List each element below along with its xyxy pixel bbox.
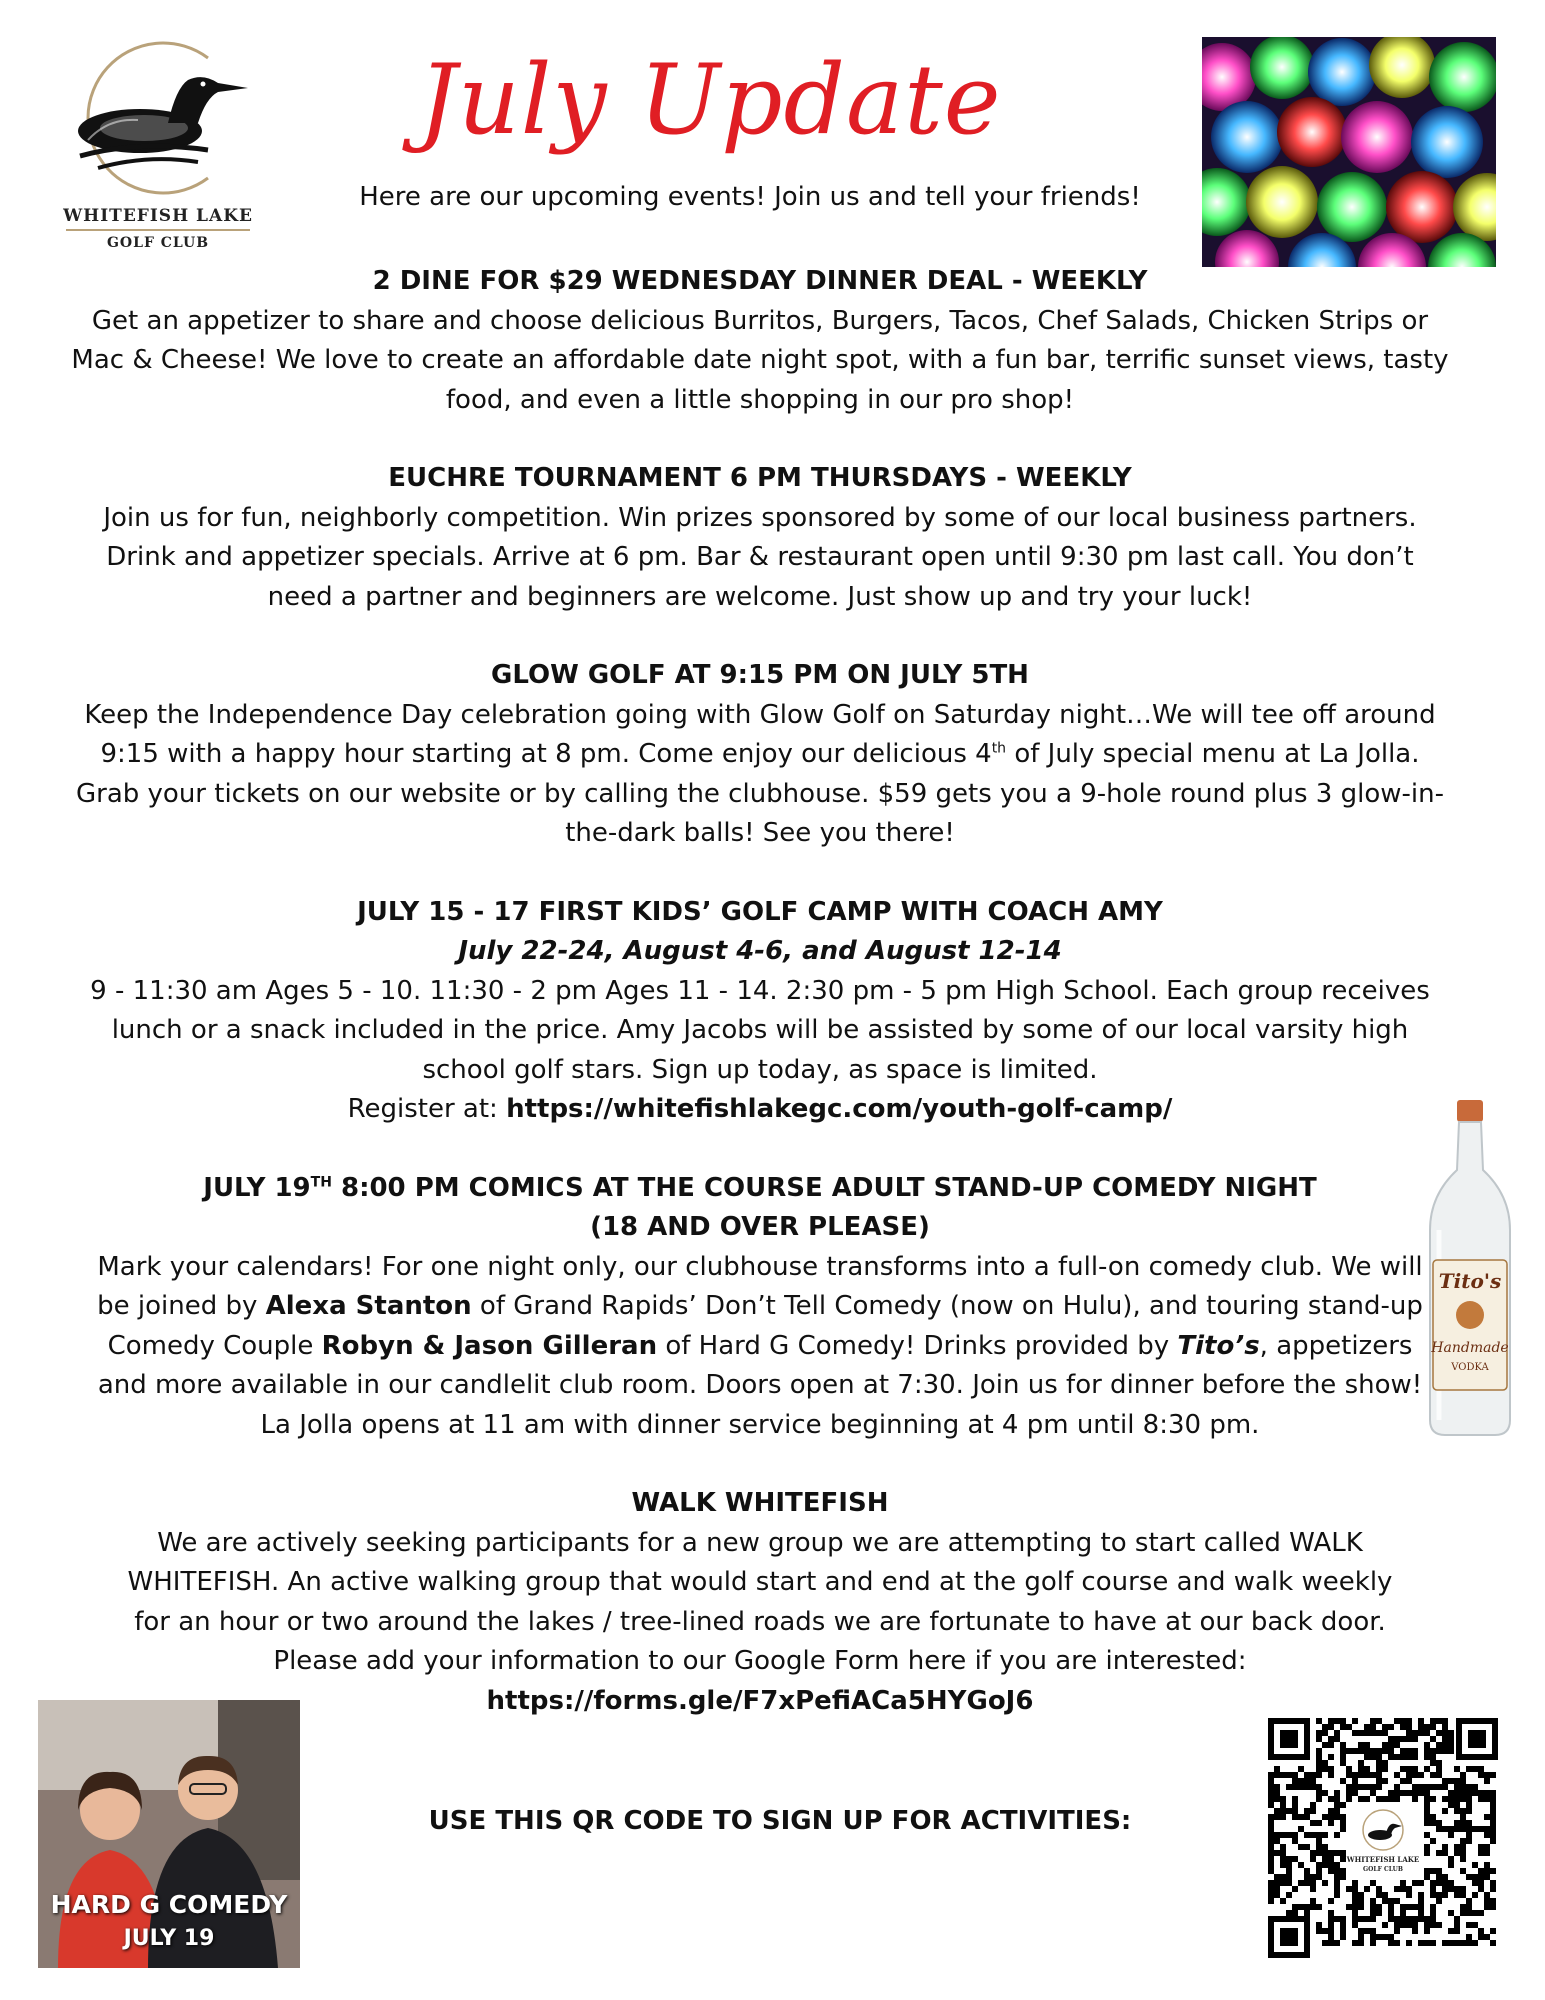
event-camp-dates: July 22-24, August 4-6, and August 12-14: [458, 936, 1062, 966]
comedy-body-text: Mark your calendars! For one night only, our clubhouse transforms into a full-on comedy club. We will be joined by: [97, 1251, 1423, 1321]
events-list: [70, 262, 1450, 1760]
event-camp-heading: JULY 15 - 17 FIRST KIDS’ GOLF CAMP WITH COACH AMY: [357, 896, 1163, 927]
event-glow-body-text-cont: of July special menu at La Jolla. Grab your tickets on our website or by calling the clubhouse. $59 gets you a 9-hole round plus 3 glow-in-the-dark balls! See you there!: [76, 739, 1444, 848]
loon-emblem-icon: [58, 28, 258, 203]
event-walk-heading: WALK WHITEFISH: [631, 1488, 889, 1518]
bottle-sub: Handmade: [1431, 1340, 1509, 1356]
event-camp-body: 9 - 11:30 am Ages 5 - 10. 11:30 - 2 pm Ages 11 - 14. 2:30 pm - 5 pm High School. Each group receives lunch or a snack included in the price. Amy Jacobs will be assisted by some of our local varsity high school golf stars. Sign up today, as space is limited.: [90, 975, 1430, 1085]
bottle-kind: VODKA: [1451, 1362, 1489, 1373]
event-walk-body: We are actively seeking participants for a new group we are attempting to start called WALK WHITEFISH. An active walking group that would start and end at the golf course and walk weekly for an hour or two around the lakes / tree-lined roads we are fortunate to have at our back door. Please add your information to our Google Form here if you are interested:: [127, 1527, 1393, 1676]
qr-instruction: USE THIS QR CODE TO SIGN UP FOR ACTIVITIES:: [428, 1806, 1132, 1836]
page-subtitle: Here are our upcoming events! Join us and tell your friends!: [359, 182, 1141, 212]
comedy-heading-title: 8:00 PM COMICS AT THE COURSE ADULT STAND-UP COMEDY NIGHT: [331, 1172, 1317, 1203]
register-link[interactable]: https://whitefishlakegc.com/youth-golf-camp/: [506, 1094, 1173, 1124]
bottle-brand: Tito's: [1438, 1269, 1502, 1293]
promo-photo-line1: HARD G COMEDY: [50, 1890, 288, 1919]
page-title: July Update: [418, 44, 1002, 156]
comedy-heading-date: JULY 19: [203, 1172, 311, 1203]
event-glow-golf: [70, 656, 1450, 854]
sponsor-name: Tito’s: [1177, 1330, 1260, 1361]
ordinal-suffix: th: [991, 740, 1007, 757]
comedy-body-text: , appetizers and more available in our candlelit club room. Doors open at 7:30. Join us for dinner before the show! La Jolla opens at 11 am with dinner service beginning at 4 pm until 8:30 pm.: [97, 1330, 1423, 1440]
glow-golf-balls-image: [1202, 37, 1496, 267]
event-camp-register: [70, 1090, 1450, 1130]
comedy-body-text: of Grand Rapids’ Don’t Tell Comedy (now on Hulu), and touring stand-up Comedy Couple: [107, 1291, 1423, 1361]
event-euchre-body: Join us for fun, neighborly competition. Win prizes sponsored by some of our local business partners. Drink and appetizer specials. Arrive at 6 pm. Bar & restaurant open until 9:30 pm last call. You don’t need a partner and beginners are welcome. Just show up and try your luck!: [103, 502, 1417, 612]
event-euchre-heading: EUCHRE TOURNAMENT 6 PM THURSDAYS - WEEKLY: [388, 463, 1132, 493]
club-logo: [58, 28, 258, 258]
signup-qr-code[interactable]: [1258, 1708, 1508, 1968]
event-dine: [70, 262, 1450, 420]
event-walk-whitefish: [70, 1484, 1450, 1721]
event-kids-camp: [70, 893, 1450, 1130]
hard-g-comedy-photo: [38, 1700, 300, 1968]
event-glow-heading: GLOW GOLF AT 9:15 PM ON JULY 5TH: [491, 660, 1029, 690]
event-glow-body: [70, 696, 1450, 854]
vodka-bottle-image: [1425, 1100, 1515, 1440]
qr-center-line1: WHITEFISH LAKE: [1346, 1855, 1420, 1864]
ordinal-suffix: TH: [310, 1173, 332, 1190]
event-euchre: [70, 459, 1450, 617]
logo-name-line2: GOLF CLUB: [106, 235, 210, 251]
event-comedy-heading: [70, 1169, 1450, 1209]
event-glow-body-text: Keep the Independence Day celebration going with Glow Golf on Saturday night…We will tee off around 9:15 with a happy hour starting at 8 pm. Come enjoy our delicious 4: [84, 699, 1436, 769]
comedy-body-text: of Hard G Comedy! Drinks provided by: [657, 1330, 1178, 1361]
performer-name: Robyn & Jason Gilleran: [321, 1330, 658, 1361]
qr-code-icon: [1258, 1708, 1508, 1968]
qr-center-line2: GOLF CLUB: [1363, 1866, 1403, 1873]
register-label: Register at:: [347, 1094, 507, 1124]
event-dine-body: Get an appetizer to share and choose delicious Burritos, Burgers, Tacos, Chef Salads, Chicken Strips or Mac & Cheese! We love to create an affordable date night spot, with a fun bar, terrific sunset views, tasty food, and even a little shopping in our pro shop!: [71, 305, 1449, 415]
event-comedy-night: [70, 1169, 1450, 1446]
logo-divider: [66, 229, 250, 231]
promo-photo-line2: JULY 19: [123, 1926, 215, 1951]
logo-name-line1: WHITEFISH LAKE: [63, 206, 253, 226]
event-comedy-age-note: (18 AND OVER PLEASE): [590, 1212, 930, 1242]
walk-form-link[interactable]: https://forms.gle/F7xPefiACa5HYGoJ6: [486, 1685, 1034, 1716]
performer-name: Alexa Stanton: [265, 1291, 472, 1321]
event-dine-heading: 2 DINE FOR $29 WEDNESDAY DINNER DEAL - WEEKLY: [372, 266, 1148, 296]
event-comedy-body: [70, 1248, 1450, 1446]
